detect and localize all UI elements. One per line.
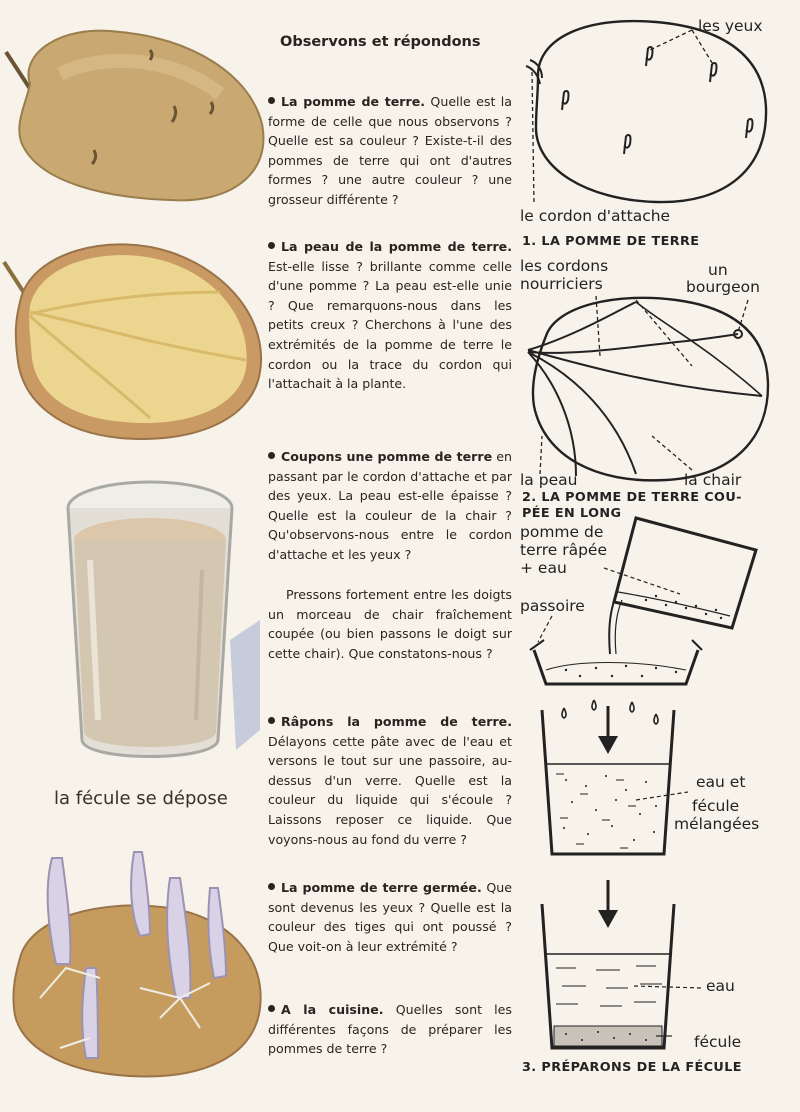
label-flesh: la chair <box>684 471 742 489</box>
section-heading: Observons et répondons <box>280 34 481 50</box>
bullet-icon <box>268 242 275 249</box>
label-grated-1: pomme de <box>520 523 604 541</box>
paragraph-text: Pressons fortement entre les doigts un morceau de chair fraîchement coupée (ou bien passons le doigt sur cette chair). Que constatons-nous ? <box>268 587 512 661</box>
label-cord: le cordon d'attache <box>520 207 671 225</box>
label-bud-1: un <box>708 261 728 279</box>
cut-potato-illustration <box>0 232 270 447</box>
label-grated-3: + eau <box>520 559 567 577</box>
paragraph-text: Que sont devenus les yeux ? Quelle est la couleur des tiges qui ont poussé ? Que voit-on à leur extrémité ? <box>268 880 512 954</box>
glass-illustration <box>60 470 260 775</box>
label-mix-1: eau et <box>696 773 746 791</box>
bullet-icon <box>268 717 275 724</box>
paragraph-lead: La peau de la pomme de terre. <box>281 239 512 254</box>
paragraph-text: Quelle est la forme de celle que nous observons ? Quelle est sa couleur ? Existe-t-il des pommes de terre qui ont d'autres formes ? une autre couleur ? une grosseur différente ? <box>268 94 512 207</box>
label-cords-1: les cordons <box>520 257 609 275</box>
paragraph-potato <box>268 92 512 210</box>
label-mix-2: fécule <box>692 797 740 815</box>
label-mix-3: mélangées <box>674 815 760 833</box>
fig2-title-1: 2. LA POMME DE TERRE COU- <box>522 490 742 505</box>
label-water: eau <box>706 977 735 995</box>
bullet-icon <box>268 97 275 104</box>
label-starch: fécule <box>694 1033 742 1051</box>
fig2-title-2: PÉE EN LONG <box>522 506 622 521</box>
label-eyes: les yeux <box>698 17 763 35</box>
label-cords-2: nourriciers <box>520 275 603 293</box>
paragraph-press <box>268 585 512 663</box>
glass-caption: la fécule se dépose <box>54 788 228 809</box>
label-bud-2: bourgeon <box>686 278 760 296</box>
paragraph-skin <box>268 237 512 394</box>
paragraph-lead: Coupons une pomme de terre <box>281 449 493 464</box>
label-skin: la peau <box>520 471 578 489</box>
paragraph-text: Est-elle lisse ? brillante comme celle d'une pomme ? La peau est-elle unie ? Que remarquons-nous dans les petits creux ? Cherchons à l'une des extrémités de la pomme de terre le cordon ou la trace du cordon qui l'attachait à la plante. <box>268 258 512 392</box>
paragraph-text: Quelles sont les différentes façons de préparer les pommes de terre ? <box>268 1002 512 1057</box>
bullet-icon <box>268 452 275 459</box>
label-strainer: passoire <box>520 597 585 615</box>
label-grated-2: terre râpée <box>520 541 607 559</box>
fig3-title: 3. PRÉPARONS DE LA FÉCULE <box>522 1060 742 1075</box>
paragraph-lead: La pomme de terre germée. <box>281 880 482 895</box>
whole-potato-illustration <box>0 14 270 214</box>
paragraph-kitchen <box>268 1000 512 1059</box>
fig2-cut-potato-outline <box>516 286 796 496</box>
sprouted-potato-illustration <box>0 848 270 1083</box>
paragraph-lead: A la cuisine. <box>281 1002 384 1017</box>
paragraph-cut <box>268 447 512 565</box>
bullet-icon <box>268 1005 275 1012</box>
paragraph-grate <box>268 712 512 849</box>
paragraph-text: en passant par le cordon d'attache et par des yeux. La peau est-elle épaisse ? Quelle est la couleur de la chair ? Qu'observons-nous entre le cordon d'attache et les yeux ? <box>268 449 512 562</box>
paragraph-lead: La pomme de terre. <box>281 94 426 109</box>
fig3-starch-diagram <box>516 510 796 1070</box>
fig1-title: 1. LA POMME DE TERRE <box>522 234 700 249</box>
paragraph-sprouted <box>268 878 512 956</box>
bullet-icon <box>268 883 275 890</box>
paragraph-lead: Râpons la pomme de terre. <box>281 714 512 729</box>
fig1-potato-outline <box>516 8 796 223</box>
paragraph-text: Délayons cette pâte avec de l'eau et versons le tout sur une passoire, au-dessus d'un verre. Quelle est la couleur du liquide qui s'écoule ? Laissons reposer ce liquide. Que voyons-nous au fond du verre ? <box>268 733 512 847</box>
